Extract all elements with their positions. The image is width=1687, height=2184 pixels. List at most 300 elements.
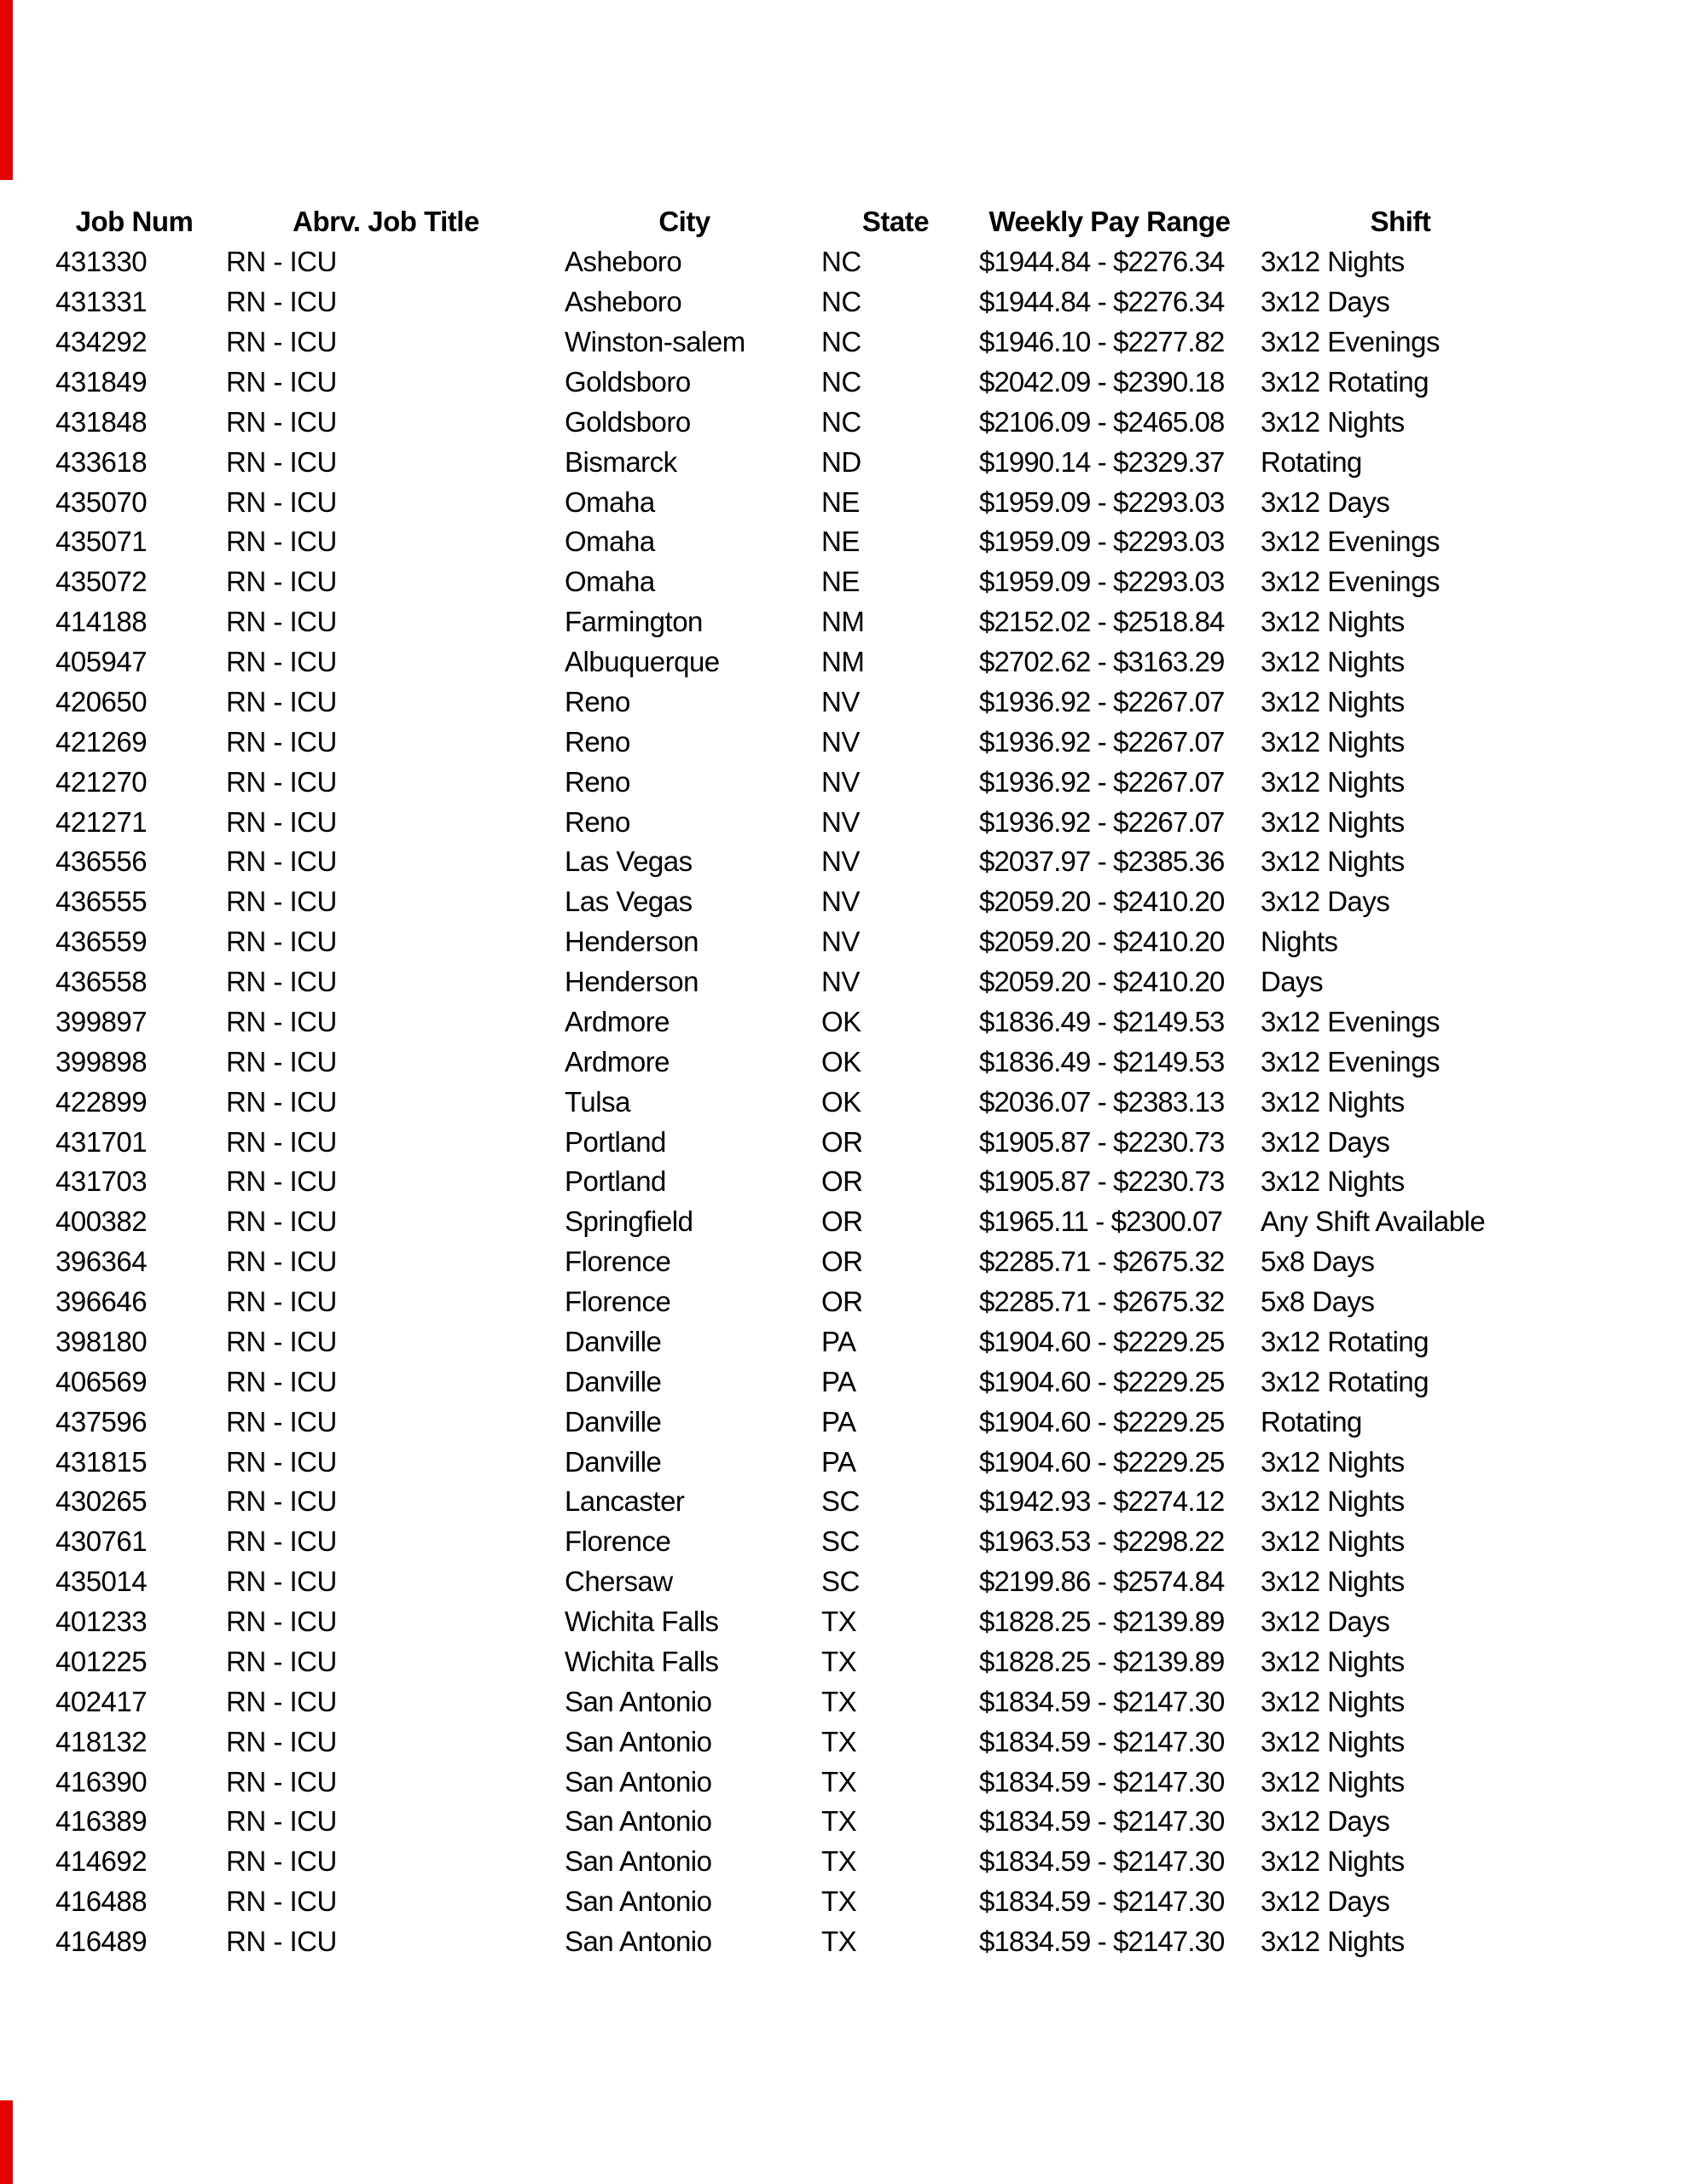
cell-shift: 3x12 Nights	[1261, 246, 1405, 278]
cell-pay-range: $2285.71 - $2675.32	[979, 1246, 1225, 1278]
cell-shift: 3x12 Rotating	[1261, 1325, 1429, 1357]
cell-state: NV	[821, 886, 860, 918]
cell-pay-range: $1834.59 - $2147.30	[979, 1685, 1225, 1717]
table-row	[47, 1362, 1554, 1402]
jobs-table	[47, 202, 1554, 1962]
cell-state: OR	[821, 1286, 863, 1318]
cell-state: TX	[821, 1845, 857, 1878]
cell-job-title: RN - ICU	[226, 926, 337, 958]
cell-pay-range: $2285.71 - $2675.32	[979, 1286, 1225, 1318]
table-row	[47, 1322, 1554, 1362]
cell-city: Lancaster	[565, 1485, 685, 1518]
cell-job-num: 436559	[55, 926, 148, 958]
table-row	[47, 642, 1554, 682]
cell-shift: 3x12 Nights	[1261, 405, 1405, 438]
cell-shift: 3x12 Nights	[1261, 1445, 1405, 1478]
cell-pay-range: $1944.84 - $2276.34	[979, 286, 1225, 318]
cell-pay-range: $1905.87 - $2230.73	[979, 1125, 1225, 1158]
cell-state: NE	[821, 526, 860, 558]
cell-state: TX	[821, 1606, 857, 1638]
table-row	[47, 882, 1554, 922]
cell-job-title: RN - ICU	[226, 1645, 337, 1677]
cell-job-num: 416390	[55, 1765, 148, 1798]
cell-state: NE	[821, 566, 860, 598]
cell-job-num: 436558	[55, 966, 148, 998]
cell-job-num: 414692	[55, 1845, 148, 1878]
cell-shift: 3x12 Nights	[1261, 1485, 1405, 1518]
cell-job-title: RN - ICU	[226, 1606, 337, 1638]
cell-city: Asheboro	[565, 246, 682, 278]
table-row	[47, 1242, 1554, 1282]
cell-pay-range: $1834.59 - $2147.30	[979, 1926, 1225, 1958]
table-row	[47, 242, 1554, 282]
cell-job-title: RN - ICU	[226, 1685, 337, 1717]
table-row	[47, 1682, 1554, 1722]
table-row	[47, 522, 1554, 562]
cell-city: Springfield	[565, 1205, 693, 1238]
cell-city: Florence	[565, 1525, 671, 1558]
cell-shift: 3x12 Evenings	[1261, 326, 1440, 358]
cell-state: OK	[821, 1005, 861, 1037]
cell-state: OR	[821, 1246, 863, 1278]
cell-shift: 3x12 Nights	[1261, 1845, 1405, 1878]
cell-job-title: RN - ICU	[226, 326, 337, 358]
table-row	[47, 1922, 1554, 1962]
cell-job-title: RN - ICU	[226, 485, 337, 518]
cell-job-title: RN - ICU	[226, 1246, 337, 1278]
cell-pay-range: $2152.02 - $2518.84	[979, 606, 1225, 638]
cell-job-num: 402417	[55, 1685, 148, 1717]
cell-job-title: RN - ICU	[226, 1325, 337, 1357]
table-row	[47, 722, 1554, 762]
cell-state: NV	[821, 765, 860, 798]
cell-pay-range: $1959.09 - $2293.03	[979, 566, 1225, 598]
cell-shift: 3x12 Days	[1261, 485, 1390, 518]
cell-job-title: RN - ICU	[226, 1205, 337, 1238]
cell-pay-range: $1834.59 - $2147.30	[979, 1765, 1225, 1798]
cell-shift: 3x12 Nights	[1261, 805, 1405, 838]
cell-job-title: RN - ICU	[226, 685, 337, 717]
cell-pay-range: $2037.97 - $2385.36	[979, 845, 1225, 878]
table-row	[47, 562, 1554, 602]
table-row	[47, 1642, 1554, 1682]
cell-shift: 3x12 Days	[1261, 286, 1390, 318]
cell-job-num: 398180	[55, 1325, 148, 1357]
cell-state: SC	[821, 1565, 860, 1598]
table-row	[47, 1522, 1554, 1562]
cell-city: Wichita Falls	[565, 1606, 719, 1638]
cell-city: Reno	[565, 805, 630, 838]
cell-job-title: RN - ICU	[226, 1085, 337, 1118]
cell-job-title: RN - ICU	[226, 1005, 337, 1037]
cell-job-num: 435072	[55, 566, 148, 598]
table-row	[47, 1562, 1554, 1602]
cell-job-num: 418132	[55, 1725, 148, 1757]
cell-pay-range: $1834.59 - $2147.30	[979, 1845, 1225, 1878]
table-row	[47, 1042, 1554, 1082]
cell-shift: 3x12 Evenings	[1261, 526, 1440, 558]
cell-city: San Antonio	[565, 1885, 712, 1918]
cell-city: Ardmore	[565, 1005, 670, 1037]
cell-shift: 3x12 Nights	[1261, 685, 1405, 717]
table-row	[47, 1762, 1554, 1802]
cell-city: Asheboro	[565, 286, 682, 318]
cell-shift: 3x12 Nights	[1261, 1525, 1405, 1558]
cell-shift: 3x12 Nights	[1261, 725, 1405, 758]
cell-job-title: RN - ICU	[226, 1365, 337, 1397]
cell-city: San Antonio	[565, 1765, 712, 1798]
cell-state: PA	[821, 1405, 856, 1438]
cell-job-num: 414188	[55, 606, 148, 638]
cell-job-title: RN - ICU	[226, 1765, 337, 1798]
cell-city: Danville	[565, 1445, 662, 1478]
cell-shift: Nights	[1261, 926, 1338, 958]
cell-state: NM	[821, 646, 865, 678]
cell-job-title: RN - ICU	[226, 365, 337, 398]
cell-job-num: 431849	[55, 365, 148, 398]
cell-job-title: RN - ICU	[226, 1725, 337, 1757]
cell-shift: Rotating	[1261, 445, 1362, 478]
cell-shift: 3x12 Nights	[1261, 1085, 1405, 1118]
table-row	[47, 1202, 1554, 1242]
cell-pay-range: $1936.92 - $2267.07	[979, 685, 1225, 717]
cell-state: NC	[821, 326, 861, 358]
cell-job-title: RN - ICU	[226, 1445, 337, 1478]
cell-job-num: 435014	[55, 1565, 148, 1598]
table-row	[47, 962, 1554, 1002]
table-row	[47, 602, 1554, 642]
column-header-job-title: Abrv. Job Title	[293, 206, 479, 238]
cell-job-title: RN - ICU	[226, 1125, 337, 1158]
cell-shift: Rotating	[1261, 1405, 1362, 1438]
cell-job-title: RN - ICU	[226, 566, 337, 598]
cell-pay-range: $1834.59 - $2147.30	[979, 1885, 1225, 1918]
cell-job-num: 431815	[55, 1445, 148, 1478]
cell-state: NC	[821, 246, 861, 278]
cell-job-title: RN - ICU	[226, 1885, 337, 1918]
cell-job-title: RN - ICU	[226, 1485, 337, 1518]
cell-job-title: RN - ICU	[226, 805, 337, 838]
cell-state: TX	[821, 1805, 857, 1838]
cell-state: TX	[821, 1765, 857, 1798]
cell-shift: 3x12 Nights	[1261, 1926, 1405, 1958]
cell-pay-range: $1946.10 - $2277.82	[979, 326, 1225, 358]
cell-job-num: 435071	[55, 526, 148, 558]
cell-pay-range: $2702.62 - $3163.29	[979, 646, 1225, 678]
column-header-shift: Shift	[1370, 206, 1431, 238]
cell-city: Omaha	[565, 485, 655, 518]
cell-city: Reno	[565, 725, 630, 758]
table-row	[47, 482, 1554, 522]
cell-state: OK	[821, 1085, 861, 1118]
cell-job-title: RN - ICU	[226, 725, 337, 758]
cell-job-num: 430761	[55, 1525, 148, 1558]
cell-pay-range: $1959.09 - $2293.03	[979, 485, 1225, 518]
cell-pay-range: $1828.25 - $2139.89	[979, 1606, 1225, 1638]
cell-pay-range: $1965.11 - $2300.07	[979, 1205, 1223, 1238]
cell-state: SC	[821, 1525, 860, 1558]
cell-job-num: 435070	[55, 485, 148, 518]
table-row	[47, 1802, 1554, 1842]
cell-job-num: 399897	[55, 1005, 148, 1037]
cell-pay-range: $1828.25 - $2139.89	[979, 1645, 1225, 1677]
cell-shift: 3x12 Evenings	[1261, 1045, 1440, 1077]
cell-pay-range: $1836.49 - $2149.53	[979, 1045, 1225, 1077]
cell-job-title: RN - ICU	[226, 1525, 337, 1558]
cell-city: San Antonio	[565, 1805, 712, 1838]
red-edge-marker-bottom	[0, 2100, 13, 2184]
cell-state: TX	[821, 1685, 857, 1717]
table-row	[47, 1002, 1554, 1043]
cell-shift: 3x12 Days	[1261, 1125, 1390, 1158]
cell-city: Reno	[565, 685, 630, 717]
cell-job-num: 401225	[55, 1645, 148, 1677]
column-header-pay-range: Weekly Pay Range	[988, 206, 1231, 238]
cell-shift: 3x12 Days	[1261, 886, 1390, 918]
cell-job-num: 416489	[55, 1926, 148, 1958]
cell-job-title: RN - ICU	[226, 1286, 337, 1318]
cell-city: Goldsboro	[565, 365, 691, 398]
cell-job-title: RN - ICU	[226, 1845, 337, 1878]
cell-state: NV	[821, 845, 860, 878]
cell-job-num: 400382	[55, 1205, 148, 1238]
cell-job-num: 421270	[55, 765, 148, 798]
table-row	[47, 802, 1554, 842]
cell-city: San Antonio	[565, 1725, 712, 1757]
cell-job-num: 431703	[55, 1165, 148, 1198]
cell-shift: 3x12 Days	[1261, 1805, 1390, 1838]
cell-shift: 3x12 Nights	[1261, 1685, 1405, 1717]
cell-pay-range: $1944.84 - $2276.34	[979, 246, 1225, 278]
cell-state: NV	[821, 685, 860, 717]
cell-job-num: 434292	[55, 326, 148, 358]
table-row	[47, 1882, 1554, 1922]
cell-city: Danville	[565, 1405, 662, 1438]
cell-job-num: 421271	[55, 805, 148, 838]
cell-pay-range: $1936.92 - $2267.07	[979, 805, 1225, 838]
table-row	[47, 322, 1554, 363]
cell-pay-range: $1834.59 - $2147.30	[979, 1805, 1225, 1838]
cell-pay-range: $1834.59 - $2147.30	[979, 1725, 1225, 1757]
cell-state: OR	[821, 1165, 863, 1198]
cell-job-title: RN - ICU	[226, 526, 337, 558]
cell-pay-range: $1904.60 - $2229.25	[979, 1325, 1225, 1357]
cell-city: Farmington	[565, 606, 703, 638]
cell-state: TX	[821, 1926, 857, 1958]
cell-job-num: 431330	[55, 246, 148, 278]
cell-job-title: RN - ICU	[226, 606, 337, 638]
cell-state: SC	[821, 1485, 860, 1518]
cell-pay-range: $2059.20 - $2410.20	[979, 966, 1225, 998]
cell-job-num: 396364	[55, 1246, 148, 1278]
table-row	[47, 922, 1554, 962]
column-header-city: City	[658, 206, 710, 238]
cell-shift: 3x12 Days	[1261, 1606, 1390, 1638]
cell-job-num: 396646	[55, 1286, 148, 1318]
cell-state: NM	[821, 606, 865, 638]
cell-job-title: RN - ICU	[226, 1565, 337, 1598]
cell-pay-range: $2059.20 - $2410.20	[979, 886, 1225, 918]
cell-city: Portland	[565, 1125, 666, 1158]
cell-state: PA	[821, 1365, 856, 1397]
cell-job-num: 436556	[55, 845, 148, 878]
cell-shift: 5x8 Days	[1261, 1286, 1375, 1318]
cell-pay-range: $2042.09 - $2390.18	[979, 365, 1225, 398]
table-row	[47, 1122, 1554, 1162]
cell-job-title: RN - ICU	[226, 246, 337, 278]
cell-job-title: RN - ICU	[226, 646, 337, 678]
table-row	[47, 1722, 1554, 1762]
cell-shift: 3x12 Evenings	[1261, 566, 1440, 598]
cell-shift: 3x12 Nights	[1261, 606, 1405, 638]
table-row	[47, 1402, 1554, 1442]
cell-city: Las Vegas	[565, 886, 693, 918]
cell-job-title: RN - ICU	[226, 1405, 337, 1438]
cell-shift: 3x12 Days	[1261, 1885, 1390, 1918]
cell-city: Winston-salem	[565, 326, 745, 358]
cell-pay-range: $2036.07 - $2383.13	[979, 1085, 1225, 1118]
cell-city: Ardmore	[565, 1045, 670, 1077]
table-row	[47, 682, 1554, 723]
cell-shift: 3x12 Nights	[1261, 646, 1405, 678]
table-row	[47, 1282, 1554, 1322]
cell-shift: 3x12 Rotating	[1261, 1365, 1429, 1397]
cell-shift: Any Shift Available	[1261, 1205, 1486, 1238]
cell-shift: 3x12 Nights	[1261, 1645, 1405, 1677]
table-row	[47, 842, 1554, 882]
cell-shift: 3x12 Nights	[1261, 1165, 1405, 1198]
cell-job-num: 436555	[55, 886, 148, 918]
cell-state: NC	[821, 365, 861, 398]
cell-state: TX	[821, 1885, 857, 1918]
cell-job-num: 431331	[55, 286, 148, 318]
cell-state: NE	[821, 485, 860, 518]
cell-job-num: 399898	[55, 1045, 148, 1077]
cell-job-num: 437596	[55, 1405, 148, 1438]
cell-pay-range: $1904.60 - $2229.25	[979, 1445, 1225, 1478]
cell-city: Florence	[565, 1286, 671, 1318]
cell-job-num: 420650	[55, 685, 148, 717]
cell-job-title: RN - ICU	[226, 405, 337, 438]
cell-pay-range: $1959.09 - $2293.03	[979, 526, 1225, 558]
cell-job-title: RN - ICU	[226, 1926, 337, 1958]
cell-pay-range: $1904.60 - $2229.25	[979, 1405, 1225, 1438]
cell-job-title: RN - ICU	[226, 845, 337, 878]
cell-city: Reno	[565, 765, 630, 798]
cell-shift: 5x8 Days	[1261, 1246, 1375, 1278]
cell-state: OK	[821, 1045, 861, 1077]
cell-city: Portland	[565, 1165, 666, 1198]
cell-pay-range: $1836.49 - $2149.53	[979, 1005, 1225, 1037]
cell-pay-range: $1963.53 - $2298.22	[979, 1525, 1225, 1558]
cell-job-title: RN - ICU	[226, 1165, 337, 1198]
table-row	[47, 1442, 1554, 1482]
cell-city: Bismarck	[565, 445, 677, 478]
cell-job-num: 416488	[55, 1885, 148, 1918]
cell-shift: 3x12 Rotating	[1261, 365, 1429, 398]
table-row	[47, 1602, 1554, 1642]
cell-city: Chersaw	[565, 1565, 673, 1598]
table-row	[47, 442, 1554, 482]
table-row	[47, 1482, 1554, 1522]
cell-city: San Antonio	[565, 1926, 712, 1958]
cell-state: NV	[821, 926, 860, 958]
cell-pay-range: $2059.20 - $2410.20	[979, 926, 1225, 958]
cell-pay-range: $2106.09 - $2465.08	[979, 405, 1225, 438]
table-header-row	[47, 202, 1554, 242]
cell-city: Henderson	[565, 966, 699, 998]
cell-city: Florence	[565, 1246, 671, 1278]
cell-city: Danville	[565, 1325, 662, 1357]
table-body	[47, 242, 1554, 1962]
cell-city: San Antonio	[565, 1685, 712, 1717]
cell-state: PA	[821, 1445, 856, 1478]
cell-job-num: 421269	[55, 725, 148, 758]
cell-city: Goldsboro	[565, 405, 691, 438]
table-row	[47, 1082, 1554, 1122]
cell-shift: 3x12 Nights	[1261, 1565, 1405, 1598]
cell-job-num: 401233	[55, 1606, 148, 1638]
cell-pay-range: $2199.86 - $2574.84	[979, 1565, 1225, 1598]
cell-job-title: RN - ICU	[226, 445, 337, 478]
red-edge-marker-top	[0, 0, 13, 180]
cell-city: Tulsa	[565, 1085, 630, 1118]
cell-pay-range: $1904.60 - $2229.25	[979, 1365, 1225, 1397]
cell-shift: 3x12 Nights	[1261, 1725, 1405, 1757]
cell-job-num: 431848	[55, 405, 148, 438]
cell-job-title: RN - ICU	[226, 1805, 337, 1838]
cell-city: Albuquerque	[565, 646, 720, 678]
cell-state: OR	[821, 1125, 863, 1158]
cell-shift: 3x12 Nights	[1261, 765, 1405, 798]
cell-job-title: RN - ICU	[226, 765, 337, 798]
cell-city: Las Vegas	[565, 845, 693, 878]
cell-city: Danville	[565, 1365, 662, 1397]
cell-state: TX	[821, 1725, 857, 1757]
cell-state: PA	[821, 1325, 856, 1357]
cell-job-title: RN - ICU	[226, 1045, 337, 1077]
cell-state: NV	[821, 725, 860, 758]
cell-state: NC	[821, 286, 861, 318]
cell-city: Omaha	[565, 566, 655, 598]
cell-pay-range: $1942.93 - $2274.12	[979, 1485, 1225, 1518]
cell-city: Wichita Falls	[565, 1645, 719, 1677]
cell-shift: 3x12 Nights	[1261, 845, 1405, 878]
cell-job-num: 416389	[55, 1805, 148, 1838]
cell-job-title: RN - ICU	[226, 966, 337, 998]
cell-job-num: 431701	[55, 1125, 148, 1158]
cell-pay-range: $1936.92 - $2267.07	[979, 765, 1225, 798]
table-row	[47, 282, 1554, 322]
table-row	[47, 762, 1554, 802]
cell-pay-range: $1936.92 - $2267.07	[979, 725, 1225, 758]
column-header-state: State	[861, 206, 930, 238]
cell-job-title: RN - ICU	[226, 286, 337, 318]
cell-shift: Days	[1261, 966, 1324, 998]
cell-state: ND	[821, 445, 861, 478]
cell-shift: 3x12 Evenings	[1261, 1005, 1440, 1037]
cell-job-num: 406569	[55, 1365, 148, 1397]
cell-state: NV	[821, 966, 860, 998]
cell-city: Henderson	[565, 926, 699, 958]
cell-pay-range: $1905.87 - $2230.73	[979, 1165, 1225, 1198]
cell-job-num: 422899	[55, 1085, 148, 1118]
table-row	[47, 1842, 1554, 1882]
cell-job-num: 433618	[55, 445, 148, 478]
cell-job-num: 405947	[55, 646, 148, 678]
table-row	[47, 1162, 1554, 1202]
cell-shift: 3x12 Nights	[1261, 1765, 1405, 1798]
